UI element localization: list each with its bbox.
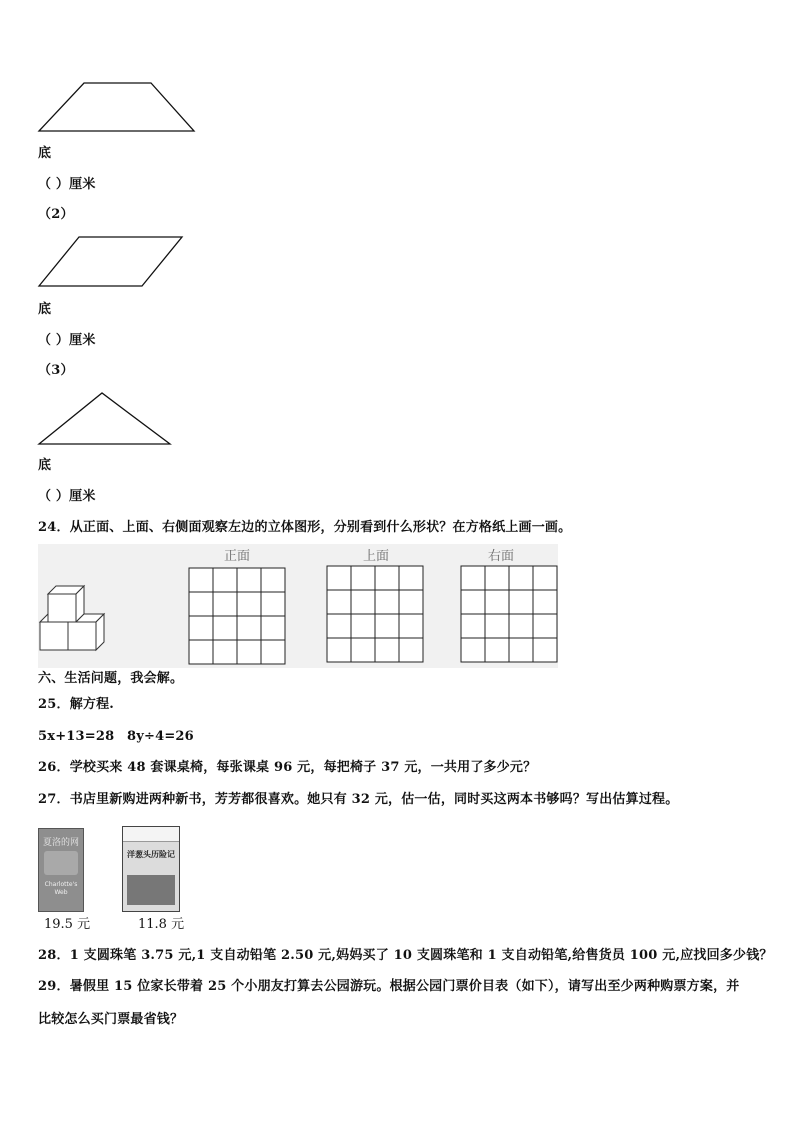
book-2-illustration	[127, 875, 175, 905]
right-view-label: 右面	[488, 549, 515, 564]
question-26: 26．学校买来 48 套课桌椅，每张课桌 96 元，每把椅子 37 元，一共用了多少元？	[38, 760, 537, 775]
parallelogram-base-label: 底	[38, 302, 52, 317]
trapezoid-figure	[36, 80, 198, 136]
book-1-price: 19.5 元	[44, 917, 91, 932]
equation-2: 8y÷4=26	[127, 729, 194, 744]
triangle-figure	[36, 390, 174, 448]
question-24: 24．从正面、上面、右侧面观察左边的立体图形，分别看到什么形状？在方格纸上画一画。	[38, 520, 572, 535]
parallelogram-answer-line[interactable]: （ ）厘米	[38, 333, 96, 348]
question-28: 28．1 支圆珠笔 3.75 元,1 支自动铅笔 2.50 元,妈妈买了 10 支圆珠笔和 1 支自动铅笔,给售货员 100 元,应找回多少钱？	[38, 948, 773, 963]
book-1-illustration	[44, 851, 78, 875]
triangle-base-label: 底	[38, 458, 52, 473]
triangle-answer-line[interactable]: （ ）厘米	[38, 489, 96, 504]
question-29-line-1: 29．暑假里 15 位家长带着 25 个小朋友打算去公园游玩。根据公园门票价目表（如下），请写出至少两种购票方案，并	[38, 979, 740, 994]
right-view-grid[interactable]	[460, 565, 558, 663]
section-6-title: 六、生活问题，我会解。	[38, 671, 184, 686]
top-view-label: 上面	[363, 549, 390, 564]
shape-2-number: （2）	[38, 207, 74, 222]
question-29-line-2: 比较怎么买门票最省钱？	[38, 1012, 184, 1027]
equation-1: 5x+13=28	[38, 729, 115, 744]
trapezoid-base-label: 底	[38, 146, 52, 161]
question-27: 27．书店里新购进两种新书，芳芳都很喜欢。她只有 32 元，估一估，同时买这两本书够吗？写出估算过程。	[38, 792, 679, 807]
question-25: 25．解方程.	[38, 697, 115, 712]
cube-stack-figure	[38, 584, 108, 664]
shape-3-number: （3）	[38, 363, 74, 378]
parallelogram-figure	[36, 234, 186, 290]
book-2-title: 洋葱头历险记	[127, 850, 175, 859]
book-2-price: 11.8 元	[138, 917, 185, 932]
front-view-label: 正面	[224, 549, 251, 564]
top-view-grid[interactable]	[326, 565, 424, 663]
trapezoid-answer-line[interactable]: （ ）厘米	[38, 177, 96, 192]
book-1-subtitle: Charlotte's Web	[44, 881, 78, 896]
book-1-title: 夏洛的网	[42, 838, 79, 848]
book-cover-onion-adventure	[122, 826, 180, 912]
book-2-top-band	[123, 827, 179, 842]
book-cover-charlottes-web	[38, 828, 84, 912]
q24-view-panel	[38, 544, 558, 668]
front-view-grid[interactable]	[188, 567, 286, 665]
